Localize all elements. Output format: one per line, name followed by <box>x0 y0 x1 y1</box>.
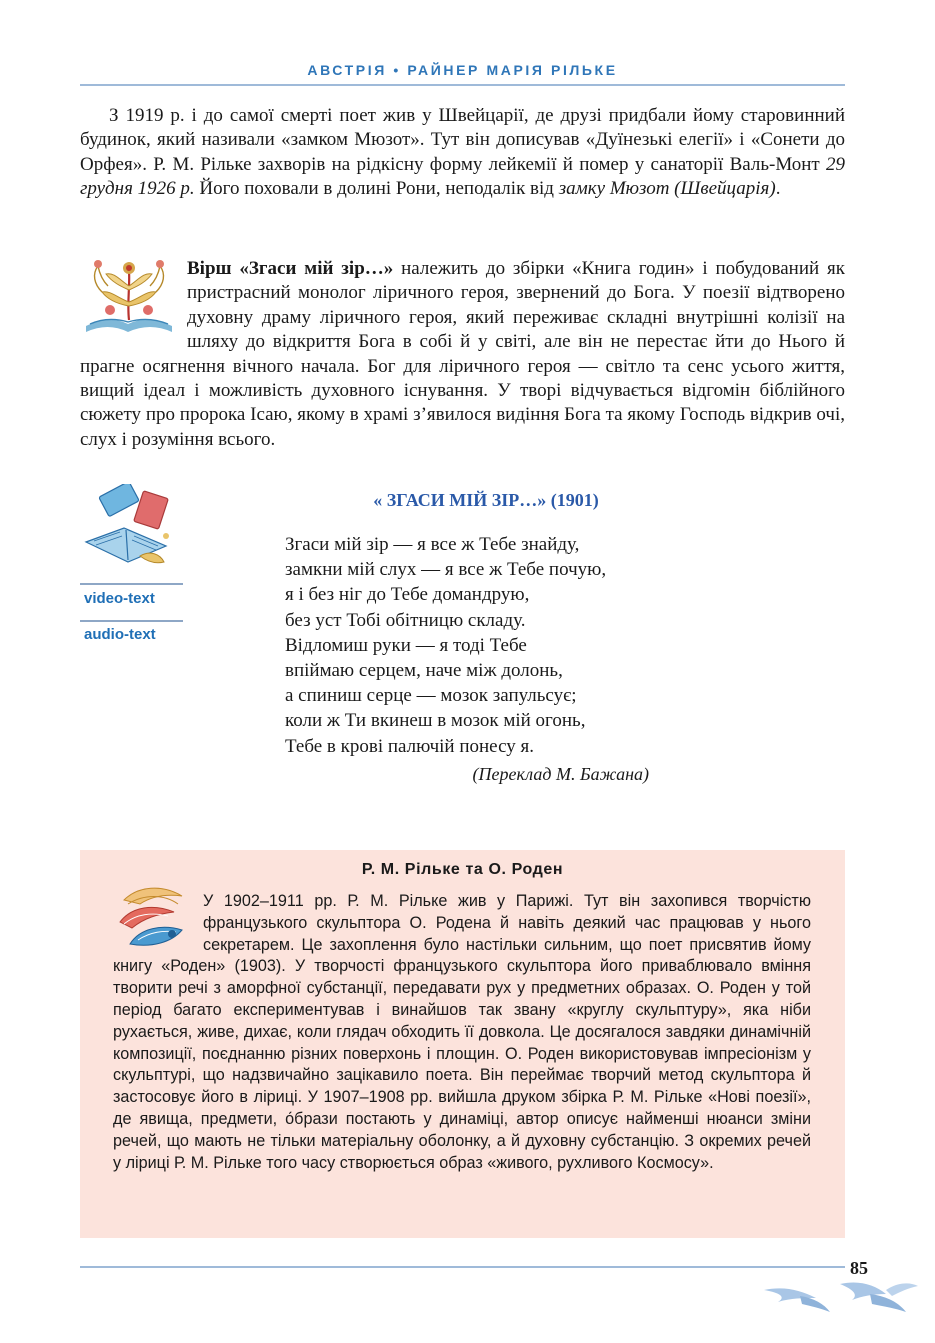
poem-line: впіймаю серцем, наче між долонь, <box>285 660 563 682</box>
birds-icon <box>760 1268 920 1318</box>
poem-line: Відломиш руки — я тоді Тебе <box>285 634 527 656</box>
media-divider-top <box>80 583 183 585</box>
analysis-paragraph <box>80 257 845 452</box>
footer-divider <box>80 1266 845 1268</box>
running-header: АВСТРІЯ • РАЙНЕР МАРІЯ РІЛЬКЕ <box>307 62 618 78</box>
poem-line: я і без ніг до Тебе домандрую, <box>285 584 530 606</box>
analysis-text: належить до збірки «Книга годин» і побудований як пристрасний монолог ліричного героя, звернений до Бога. У поезії відтворено духовну драму ліричного героя, який переживає складні внутрішні колізії на шляху до відкриття Бога в собі й у світі, але він не перестає йти до Нього й прагне осягнення вічного начала. Бог для ліричного героя — світло та сенс усього життя, вищий ідеал і можливість духовного існування. У творі відчувається відгомін біблійного сюжету про пророка Ісаю, якому в храмі з’явилося видіння Бога та якому Господь відкрив очі, слух і розуміння всього. <box>80 258 845 450</box>
header-divider <box>80 84 845 86</box>
intro-text-2: Його поховали в долині Рони, неподалік від <box>194 178 559 200</box>
poem-line: Тебе в крові палючій понесу я. <box>285 735 535 757</box>
poem-line: коли ж Ти вкинеш в мозок мій огонь, <box>285 710 586 732</box>
poem-title: « ЗГАСИ МІЙ ЗІР…» (1901) <box>373 490 599 510</box>
poem-body <box>285 532 606 759</box>
sidebar-body: У 1902–1911 рр. Р. М. Рільке жив у Парижі. Тут він захопився творчістю французького скульптора О. Родена й навіть деякий час працював у нього секретарем. Це захоплення було настільки сильним, що поет присвятив йому книгу «Роден» (1903). У творчості французького скульптора його приваблювало вміння творити речі з аморфної субстанції, передавати рух у предметних образах. О. Роден у той період багато експериментував і винайшов так звану «круглу скульптуру», яка ніби рухається, живе, дихає, коли глядач обходить її довкола. Це досягалося завдяки динамічній композиції, поєднанню різних поверхонь і площин. О. Роден використовував імпресіонізм у скульптурі, що надзвичайно зацікавило поета. Він переймає творчий метод скульптора й застосовує його в ліриці. У 1907–1908 рр. вийшла друком збірка Р. М. Рільке «Нові поезії», де явища, предмети, о́брази постають у динаміці, автор описує найменші нюанси зміни речей, що мають не тільки матеріальну оболонку, а й духовну субстанцію. З окремих речей у ліриці Р. М. Рільке того часу створюється образ «живого, рухливого Космосу». <box>113 892 811 1172</box>
intro-text-1: З 1919 р. і до самої смерті поет жив у Швейцарії, де друзі придбали йому старовинний будинок, який називали «замком Мюзот». Тут він дописував «Дуїнезькі елегії» і «Сонети до Орфея». Р. М. Рільке захворів на рідкісну форму лейкемії й помер у санаторії Валь-Монт <box>80 105 845 175</box>
intro-paragraph <box>80 104 845 202</box>
page-number: 85 <box>850 1258 868 1278</box>
sidebar-box <box>80 850 845 1238</box>
sidebar-title: Р. М. Рільке та О. Роден <box>361 861 564 878</box>
books-icon <box>80 484 175 570</box>
translator-credit: (Переклад М. Бажана) <box>472 764 649 784</box>
poem-line: а спиниш серце — мозок запульсує; <box>285 685 577 707</box>
poem-line: замкни мій слух — я все ж Тебе почую, <box>285 559 607 581</box>
poem-line: Згаси мій зір — я все ж Тебе знайду, <box>285 534 580 555</box>
poem-line: без уст Тобі обітницю складу. <box>285 609 526 631</box>
burial-place: замку Мюзот (Швейцарія) <box>558 178 776 200</box>
intro-text-3: . <box>775 178 781 200</box>
video-text-link[interactable]: video-text <box>84 590 155 607</box>
death-date: 29 грудня 1926 р. <box>80 153 845 200</box>
audio-text-link[interactable]: audio-text <box>84 626 156 643</box>
poem-reference: Вірш «Згаси мій зір…» <box>187 258 394 279</box>
sidebar-text <box>113 891 811 1174</box>
media-divider-middle <box>80 620 183 622</box>
